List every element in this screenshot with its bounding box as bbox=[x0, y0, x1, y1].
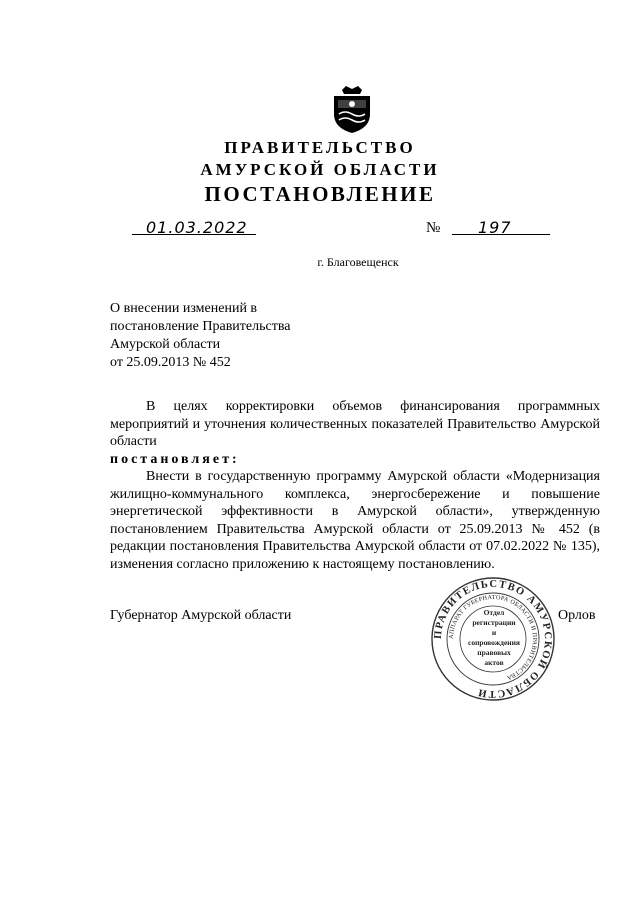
document-type-title: ПОСТАНОВЛЕНИЕ bbox=[204, 182, 436, 206]
city-name: г. Благовещенск bbox=[317, 255, 399, 269]
signatory-name: Орлов bbox=[558, 608, 596, 623]
signatory-title: Губернатор Амурской области bbox=[110, 608, 292, 623]
document-number: 197 bbox=[478, 218, 512, 237]
subject-line: Амурской области bbox=[110, 337, 221, 352]
subject-line: постановление Правительства bbox=[110, 319, 291, 334]
document-subject bbox=[110, 300, 290, 372]
document-date: 01.03.2022 bbox=[146, 218, 248, 237]
resolution-paragraph: Внести в государственную программу Амурской области «Модернизация жилищно-коммунального комплекса, энергосбережение и повышение энергетической эффективности в Амурской области», утвержденную постановлением Правительства Амурской области от 25.09.2013 № 452 (в редакции постановления Правительства Амурской области от 07.02.2022 № 135), изменения согласно приложению к настоящему постановлению. bbox=[110, 469, 600, 572]
subject-line: О внесении изменений в bbox=[110, 301, 258, 316]
government-title: ПРАВИТЕЛЬСТВО bbox=[224, 138, 416, 157]
resolves-word: постановляет: bbox=[110, 451, 240, 467]
stamp-outer-text: ПРАВИТЕЛЬСТВО АМУРСКОЙ ОБЛАСТИ bbox=[432, 578, 554, 700]
document-body bbox=[110, 398, 600, 573]
stamp-center-text bbox=[468, 608, 520, 668]
preamble-paragraph: В целях корректировки объемов финансирования программных мероприятий и уточнения количественных показателей Правительство Амурской области bbox=[110, 399, 600, 449]
stamp-ring-text: АППАРАТ ГУБЕРНАТОРА ОБЛАСТИ И ПРАВИТЕЛЬСТВА bbox=[447, 593, 539, 682]
stamp-line: Отдел bbox=[483, 608, 505, 617]
subject-line: от 25.09.2013 № 452 bbox=[110, 355, 231, 370]
number-label: № bbox=[426, 220, 441, 236]
stamp-line: регистрации bbox=[472, 618, 516, 627]
region-title: АМУРСКОЙ ОБЛАСТИ bbox=[200, 160, 440, 179]
stamp-line: и сопровождения bbox=[468, 628, 520, 647]
amur-coat-of-arms-icon bbox=[330, 84, 374, 134]
stamp-line: правовых актов bbox=[477, 648, 511, 667]
